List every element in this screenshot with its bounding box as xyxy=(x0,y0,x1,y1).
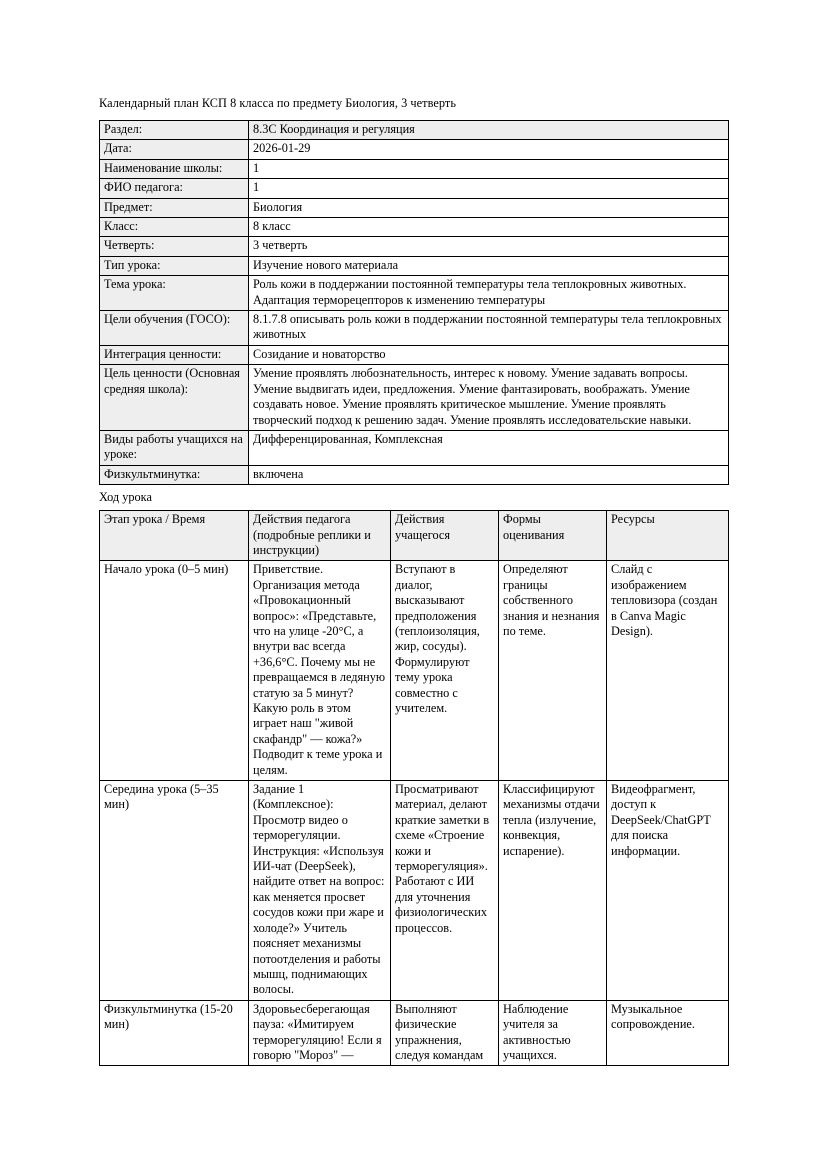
table-header-row xyxy=(100,511,729,561)
table-row xyxy=(100,179,729,198)
column-header-assessment-forms: Формы оценивания xyxy=(499,511,607,561)
cell-resources: Видеофрагмент, доступ к DeepSeek/ChatGPT для поиска информации. xyxy=(607,781,729,1001)
table-row xyxy=(100,218,729,237)
info-label: Дата: xyxy=(100,140,249,159)
info-value: 8 класс xyxy=(249,218,729,237)
info-label: Интеграция ценности: xyxy=(100,345,249,364)
info-value: 2026-01-29 xyxy=(249,140,729,159)
cell-teacher-actions: Задание 1 (Комплексное): Просмотр видео о терморегуляции. Инструкция: «Используя ИИ-чат (DeepSeek), найдите ответ на вопрос: как меняется просвет сосудов кожи при жаре и холоде?» Учитель поясняет механизмы потоотделения и работы мышц, поднимающих волосы. xyxy=(249,781,391,1001)
info-value: Созидание и новаторство xyxy=(249,345,729,364)
cell-assessment-forms: Классифицируют механизмы отдачи тепла (излучение, конвекция, испарение). xyxy=(499,781,607,1001)
table-row xyxy=(100,561,729,781)
cell-stage xyxy=(100,1000,249,1065)
cell-student-actions xyxy=(391,1000,499,1065)
cell-student-actions: Просматривают материал, делают краткие заметки в схеме «Строение кожи и терморегуляция». Работают с ИИ для уточнения физиологических процессов. xyxy=(391,781,499,1001)
cell-teacher-actions: Приветствие. Организация метода «Провокационный вопрос»: «Представьте, что на улице -20°C, а внутри вас всегда +36,6°C. Почему мы не превращаемся в ледяную статую за 5 минут? Какую роль в этом играет наш "живой скафандр" — кожа?» Подводит к теме урока и целям. xyxy=(249,561,391,781)
table-row xyxy=(100,140,729,159)
info-label: Виды работы учащихся на уроке: xyxy=(100,430,249,465)
info-value: 1 xyxy=(249,179,729,198)
table-row xyxy=(100,256,729,275)
table-row xyxy=(100,345,729,364)
table-row xyxy=(100,276,729,311)
cell-resources xyxy=(607,1000,729,1065)
info-label: Наименование школы: xyxy=(100,159,249,178)
info-value: Биология xyxy=(249,198,729,217)
cell-stage: Середина урока (5–35 мин) xyxy=(100,781,249,1001)
table-row xyxy=(100,311,729,346)
info-value: Дифференцированная, Комплексная xyxy=(249,430,729,465)
cell-assessment-forms-text: Наблюдение учителя за активностью учащихся. xyxy=(503,1001,574,1062)
info-label: Цель ценности (Основная средняя школа): xyxy=(100,365,249,431)
info-label: Раздел: xyxy=(100,121,249,140)
page-title: Календарный план КСП 8 класса по предмету Биология, 3 четверть xyxy=(99,96,457,110)
table-row xyxy=(100,365,729,431)
table-row xyxy=(100,781,729,1001)
info-value: 1 xyxy=(249,159,729,178)
cell-assessment-forms xyxy=(499,1000,607,1065)
column-header-resources: Ресурсы xyxy=(607,511,729,561)
lesson-flow-table xyxy=(99,510,729,1066)
table-row xyxy=(100,237,729,256)
section-caption-lesson-flow: Ход урока xyxy=(99,490,152,505)
info-value: Изучение нового материала xyxy=(249,256,729,275)
column-header-stage: Этап урока / Время xyxy=(100,511,249,561)
lesson-flow-table-body xyxy=(100,561,729,1065)
table-row xyxy=(100,1000,729,1065)
cell-student-actions: Вступают в диалог, высказывают предположения (теплоизоляция, жир, сосуды). Формулируют тему урока совместно с учителем. xyxy=(391,561,499,781)
table-row xyxy=(100,465,729,484)
cell-resources-text: Музыкальное сопровождение. xyxy=(611,1001,695,1032)
info-value: 8.3C Координация и регуляция xyxy=(249,121,729,140)
lesson-flow-table-head xyxy=(100,511,729,561)
lesson-info-table-body xyxy=(100,121,729,485)
cell-stage-text: Физкультминутка (15-20 мин) xyxy=(104,1001,236,1032)
cell-stage: Начало урока (0–5 мин) xyxy=(100,561,249,781)
info-value: Умение проявлять любознательность, интерес к новому. Умение задавать вопросы. Умение выдвигать идеи, предложения. Умение фантазировать, воображать. Умение создавать новое. Умение проявлять критическое мышление. Умение проявлять творческий подход к решению задач. Умение проявлять исследовательские навыки. xyxy=(249,365,729,431)
info-value: 8.1.7.8 описывать роль кожи в поддержании постоянной температуры тела теплокровных животных xyxy=(249,311,729,346)
info-value: включена xyxy=(249,465,729,484)
column-header-student-actions: Действия учащегося xyxy=(391,511,499,561)
cell-assessment-forms: Определяют границы собственного знания и незнания по теме. xyxy=(499,561,607,781)
table-row xyxy=(100,198,729,217)
cell-student-actions-text: Выполняют физические упражнения, следуя командам xyxy=(395,1001,484,1062)
info-value: 3 четверть xyxy=(249,237,729,256)
info-label: Класс: xyxy=(100,218,249,237)
document-content xyxy=(99,95,728,1066)
cell-teacher-actions-text: Здоровьесберегающая пауза: «Имитируем терморегуляцию! Если я говорю "Мороз" — xyxy=(253,1001,385,1062)
info-label: Предмет: xyxy=(100,198,249,217)
cell-teacher-actions xyxy=(249,1000,391,1065)
column-header-teacher-actions: Действия педагога (подробные реплики и инструкции) xyxy=(249,511,391,561)
info-label: ФИО педагога: xyxy=(100,179,249,198)
info-label: Тема урока: xyxy=(100,276,249,311)
table-row xyxy=(100,121,729,140)
info-label: Четверть: xyxy=(100,237,249,256)
cell-resources: Слайд с изображением тепловизора (создан в Canva Magic Design). xyxy=(607,561,729,781)
info-label: Тип урока: xyxy=(100,256,249,275)
table-row xyxy=(100,430,729,465)
info-label: Цели обучения (ГОСО): xyxy=(100,311,249,346)
table-row xyxy=(100,159,729,178)
info-value: Роль кожи в поддержании постоянной температуры тела теплокровных животных. Адаптация терморецепторов к изменению температуры xyxy=(249,276,729,311)
lesson-info-table xyxy=(99,120,729,485)
info-label: Физкультминутка: xyxy=(100,465,249,484)
